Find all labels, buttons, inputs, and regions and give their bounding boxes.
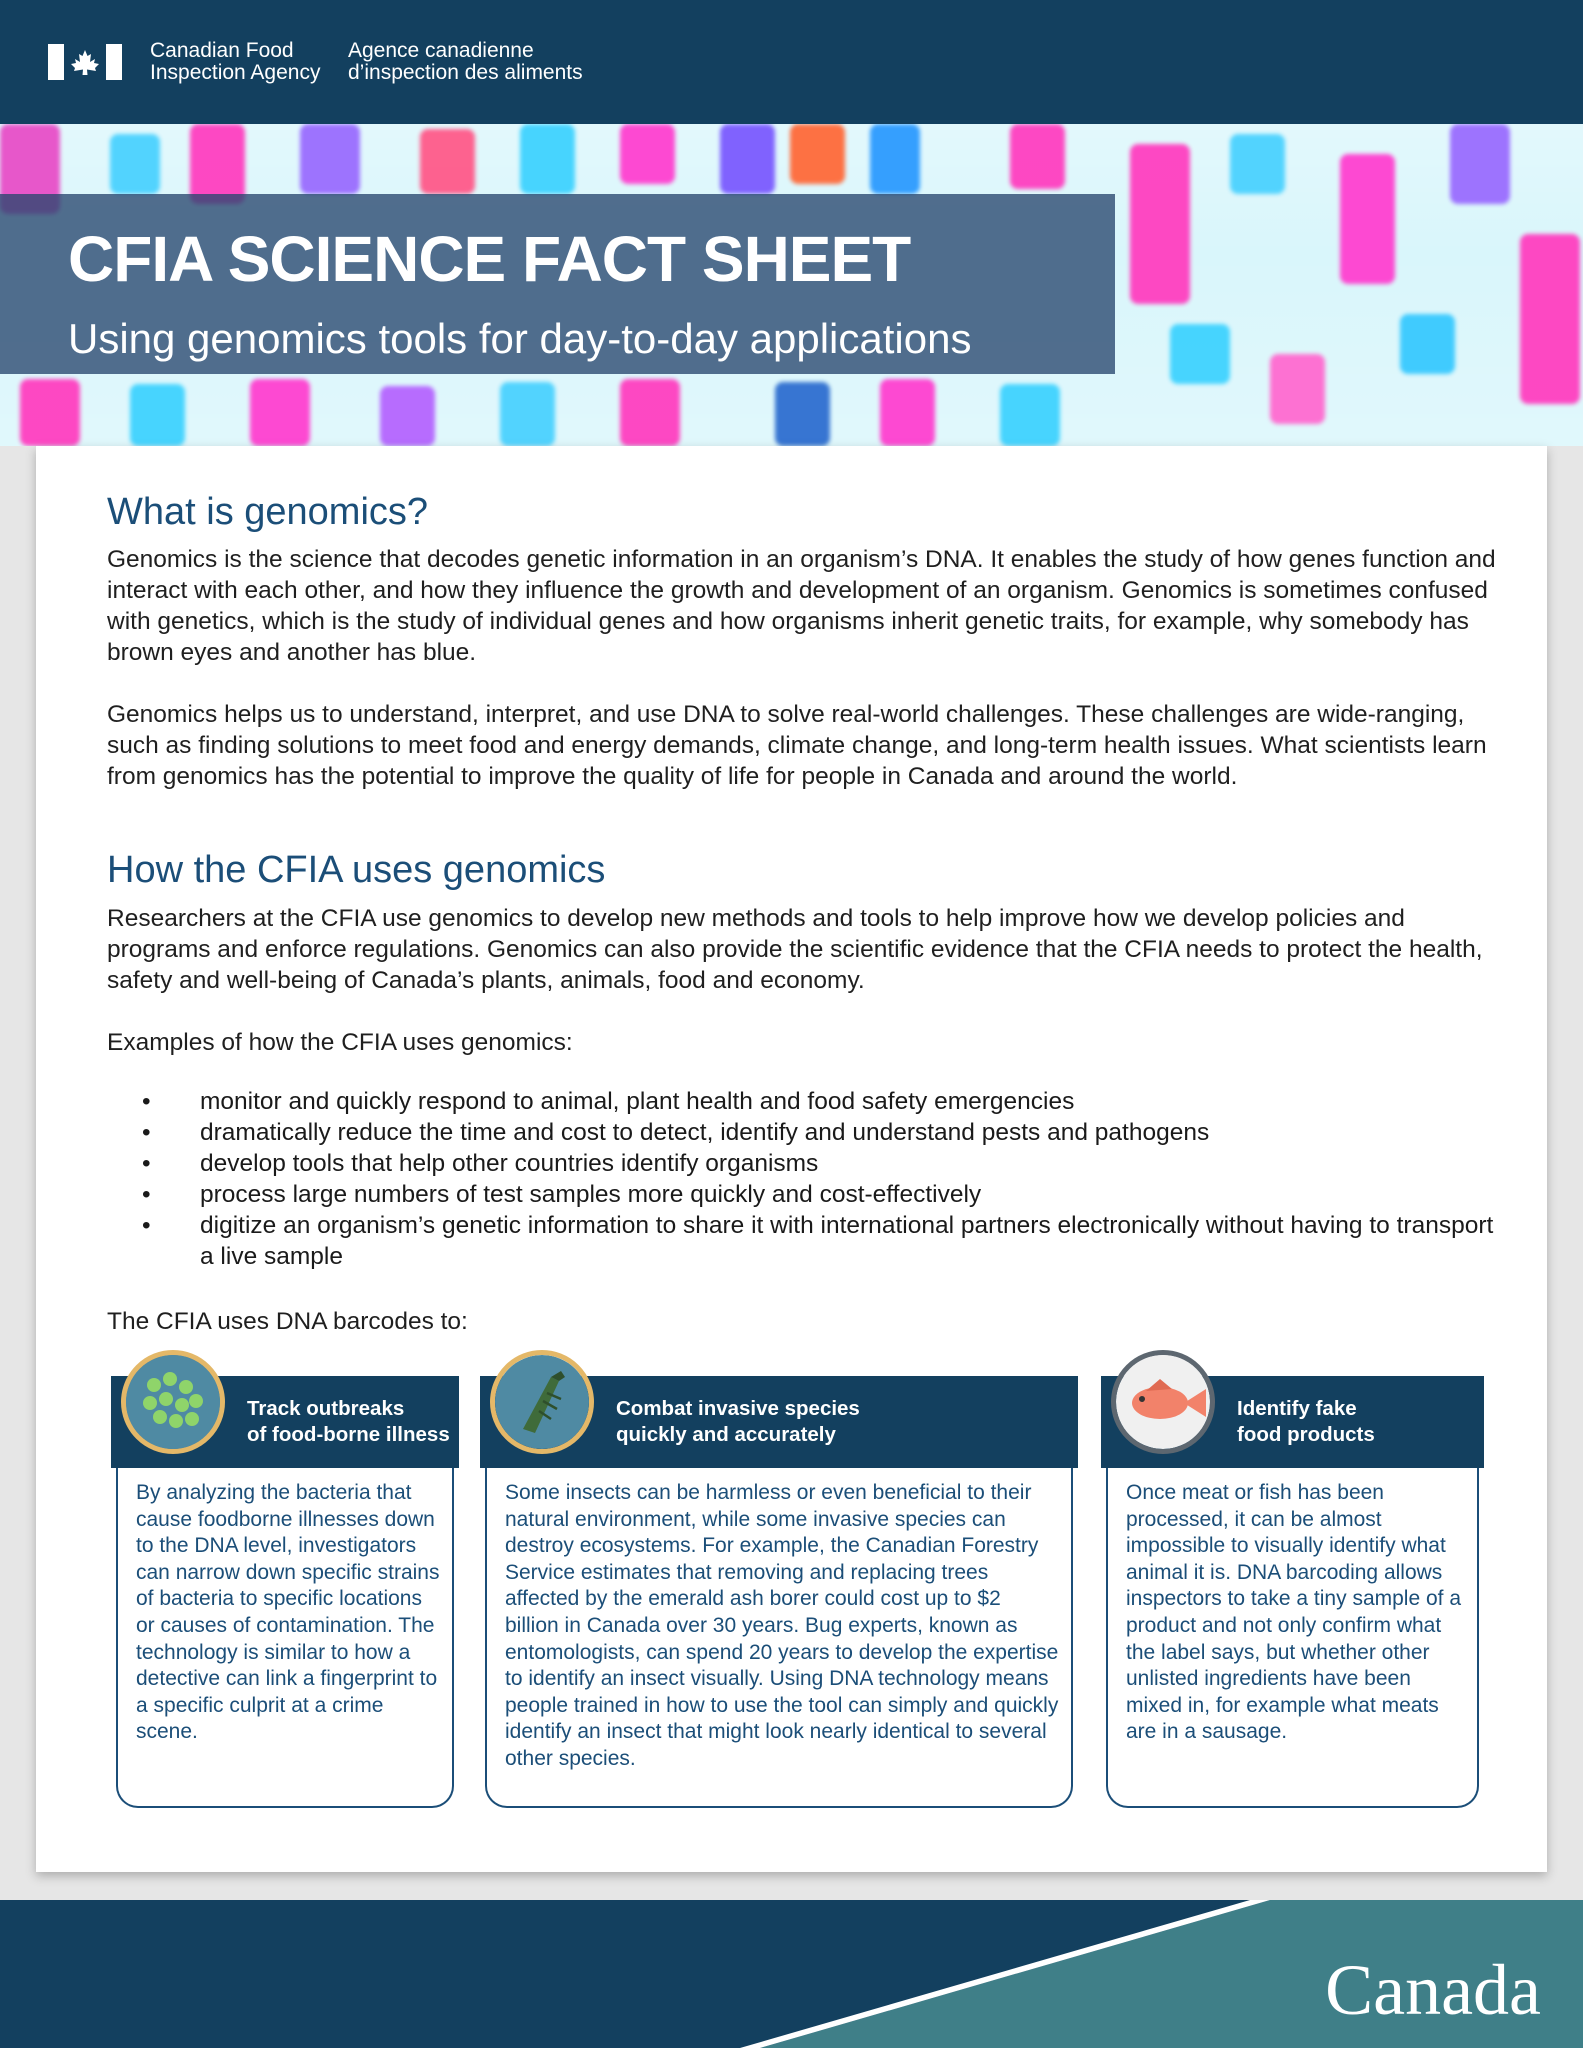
barcodes-intro: The CFIA uses DNA barcodes to: xyxy=(107,1308,468,1335)
dna-band xyxy=(110,134,160,194)
header-bar xyxy=(0,0,1583,124)
list-item: • monitor and quickly respond to animal, plant health and food safety emergencies xyxy=(107,1086,1507,1117)
box-title-line2: food products xyxy=(1237,1423,1375,1446)
canada-flag-icon xyxy=(48,44,122,80)
dna-band xyxy=(1010,124,1065,189)
dna-band xyxy=(1130,144,1190,304)
box-title-line1: Combat invasive species xyxy=(616,1397,860,1420)
heading-how-cfia-uses-genomics: How the CFIA uses genomics xyxy=(107,849,606,891)
dna-band xyxy=(1270,354,1325,424)
list-item: • digitize an organism’s genetic information to share it with international partners electronically without having to transport a live sample xyxy=(107,1210,1507,1272)
page-title: CFIA SCIENCE FACT SHEET xyxy=(68,223,911,295)
dna-band xyxy=(1170,324,1230,384)
dna-band xyxy=(1230,134,1285,194)
box-title-line1: Identify fake xyxy=(1237,1397,1357,1420)
dna-band xyxy=(1450,124,1510,204)
insect-icon xyxy=(490,1350,594,1454)
box-title-line2: quickly and accurately xyxy=(616,1423,836,1446)
dna-band xyxy=(790,124,845,184)
canada-wordmark: Canada xyxy=(1325,1950,1541,2030)
dna-band xyxy=(720,124,775,194)
examples-list xyxy=(107,1086,1507,1272)
dna-band xyxy=(1340,154,1395,284)
list-item: • dramatically reduce the time and cost to detect, identify and understand pests and pathogens xyxy=(107,1117,1507,1148)
how-paragraph-1: Researchers at the CFIA use genomics to develop new methods and tools to help improve how we develop policies and programs and enforce regulations. Genomics can also provide the scientific evidence that the CFIA needs to protect the health, safety and well-being of Canada’s plants, animals, food and economy. xyxy=(107,905,1483,994)
dna-band xyxy=(1400,314,1455,374)
dna-band xyxy=(190,124,245,204)
box-title-line2: of food-borne illness xyxy=(247,1423,450,1446)
footer-bar xyxy=(0,1900,1583,2048)
agency-name-english xyxy=(150,40,320,84)
examples-intro: Examples of how the CFIA uses genomics: xyxy=(107,1029,573,1056)
what-paragraph-1: Genomics is the science that decodes genetic information in an organism’s DNA. It enables the study of how genes function and interact with each other, and how they influence the growth and development of an organism. Genomics is sometimes confused with genetics, which is the study of individual genes and how organisms inherit genetic traits, for example, why somebody has brown eyes and another has blue. xyxy=(107,546,1496,666)
dna-band xyxy=(250,379,310,446)
content-card xyxy=(36,446,1547,1872)
dna-band xyxy=(870,124,920,194)
agency-en-line2: Inspection Agency xyxy=(150,61,321,84)
list-item: • develop tools that help other countries identify organisms xyxy=(107,1148,1507,1179)
box-invasive-species-body: Some insects can be harmless or even beneficial to their natural environment, while some invasive species can destroy ecosystems. For example, the Canadian Forestry Service estimates that removing and replacing trees affected by the emerald ash borer could cost up to $2 billion in Canada over 30 years. Bug experts, known as entomologists, can spend 20 years to develop the expertise to identify an insect visually. Using DNA technology means people trained in how to use the tool can simply and quickly identify an insect that might look nearly identical to several other species. xyxy=(485,1468,1073,1808)
banner-dna-image xyxy=(0,124,1583,446)
dna-band xyxy=(20,379,80,446)
dna-band xyxy=(380,386,435,446)
dna-band xyxy=(130,384,185,446)
list-item: • process large numbers of test samples more quickly and cost-effectively xyxy=(107,1179,1507,1210)
dna-band xyxy=(520,124,575,194)
dna-band xyxy=(775,382,830,446)
agency-fr-line2: d’inspection des aliments xyxy=(348,61,583,84)
dna-band xyxy=(880,379,935,446)
bacteria-icon xyxy=(121,1350,225,1454)
fish-icon xyxy=(1111,1350,1215,1454)
box-track-outbreaks-body: By analyzing the bacteria that cause foodborne illnesses down to the DNA level, investigators can narrow down specific strains of bacteria to specific locations or causes of contamination. The technology is similar to how a detective can link a fingerprint to a specific culprit at a crime scene. xyxy=(116,1468,454,1808)
dna-band xyxy=(620,379,680,446)
dna-band xyxy=(1000,384,1060,446)
dna-band xyxy=(500,382,555,446)
agency-name-french xyxy=(348,40,583,84)
box-title-line1: Track outbreaks xyxy=(247,1397,405,1420)
box-fake-food-body: Once meat or fish has been processed, it can be almost impossible to visually identify what animal it is. DNA barcoding allows inspectors to take a tiny sample of a product and not only confirm what the label says, but whether other unlisted ingredients have been mixed in, for example what meats are in a sausage. xyxy=(1106,1468,1479,1808)
page-subtitle: Using genomics tools for day-to-day applications xyxy=(68,315,972,362)
heading-what-is-genomics: What is genomics? xyxy=(107,491,429,533)
agency-en-line1: Canadian Food xyxy=(150,39,294,62)
dna-band xyxy=(1520,234,1580,404)
title-panel xyxy=(0,194,1115,374)
dna-band xyxy=(620,124,675,184)
dna-band xyxy=(420,129,475,194)
agency-fr-line1: Agence canadienne xyxy=(348,39,534,62)
what-paragraph-2: Genomics helps us to understand, interpret, and use DNA to solve real-world challenges. These challenges are wide-ranging, such as finding solutions to meet food and energy demands, climate change, and long-term health issues. What scientists learn from genomics has the potential to improve the quality of life for people in Canada and around the world. xyxy=(107,701,1487,790)
dna-band xyxy=(300,124,360,194)
